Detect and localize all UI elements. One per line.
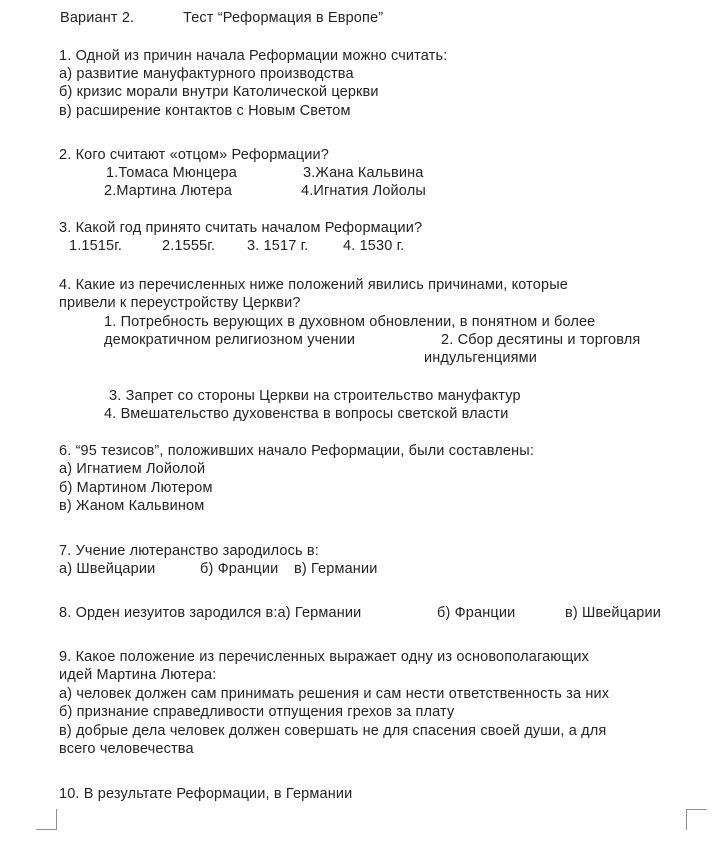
q2-option-2: 2.Мартина Лютера [104,183,233,199]
q2-option-1: 1.Томаса Мюнцера [106,165,237,181]
page-corner-mark-left [36,809,57,830]
q7-option-a: а) Швейцарии [59,561,156,577]
q2-option-4: 4.Игнатия Лойолы [301,183,426,199]
question-1: 1. Одной из причин начала Реформации можно считать: [59,48,448,64]
question-9-line-2: идей Мартина Лютера: [59,667,217,683]
question-2: 2. Кого считают «отцом» Реформации? [59,147,329,163]
test-title: Тест “Реформация в Европе” [183,10,384,26]
q6-option-b: б) Мартином Лютером [59,480,213,496]
q3-option-2: 2.1555г. [162,238,216,254]
q4-option-2-line-2: индульгенциями [424,350,537,366]
q4-option-1-line-1: 1. Потребность верующих в духовном обновлении, в понятном и более [104,314,596,330]
q9-option-c-line-1: в) добрые дела человек должен совершать не для спасения своей души, а для [59,723,607,739]
question-7: 7. Учение лютеранство зародилось в: [59,543,319,559]
q3-option-3: 3. 1517 г. [247,238,309,254]
q1-option-b: б) кризис морали внутри Католической церкви [59,84,379,100]
question-8: 8. Орден иезуитов зародился в:а) Германии [59,605,362,621]
variant-label: Вариант 2. [60,10,135,26]
q3-option-1: 1.1515г. [69,238,123,254]
q7-option-c: в) Германии [294,561,378,577]
q1-option-c: в) расширение контактов с Новым Светом [59,103,351,119]
q4-option-1-line-2: демократичном религиозном учении [104,332,356,348]
q7-option-b: б) Франции [200,561,279,577]
question-6: 6. “95 тезисов”, положивших начало Реформации, были составлены: [59,443,535,459]
q6-option-c: в) Жаном Кальвином [59,498,205,514]
question-4-line-1: 4. Какие из перечисленных ниже положений явились причинами, которые [59,277,568,293]
question-3: 3. Какой год принято считать началом Реформации? [59,220,423,236]
page-corner-mark-right [686,809,707,830]
q8-option-c: в) Швейцарии [565,605,661,621]
question-10: 10. В результате Реформации, в Германии [59,786,353,802]
q3-option-4: 4. 1530 г. [343,238,405,254]
q2-option-3: 3.Жана Кальвина [303,165,424,181]
q4-option-4: 4. Вмешательство духовенства в вопросы светской власти [104,406,509,422]
question-9-line-1: 9. Какое положение из перечисленных выражает одну из основополагающих [59,649,590,665]
q9-option-c-line-2: всего человечества [59,741,194,757]
q1-option-a: а) развитие мануфактурного производства [59,66,354,82]
q9-option-b: б) признание справедливости отпущения грехов за плату [59,704,455,720]
q9-option-a: а) человек должен сам принимать решения и сам нести ответственность за них [59,686,610,702]
q6-option-a: а) Игнатием Лойолой [59,461,206,477]
question-4-line-2: привели к переустройству Церкви? [59,295,301,311]
q4-option-3: 3. Запрет со стороны Церкви на строительство мануфактур [109,388,521,404]
q8-option-b: б) Франции [437,605,516,621]
q4-option-2-line-1: 2. Сбор десятины и торговля [441,332,641,348]
